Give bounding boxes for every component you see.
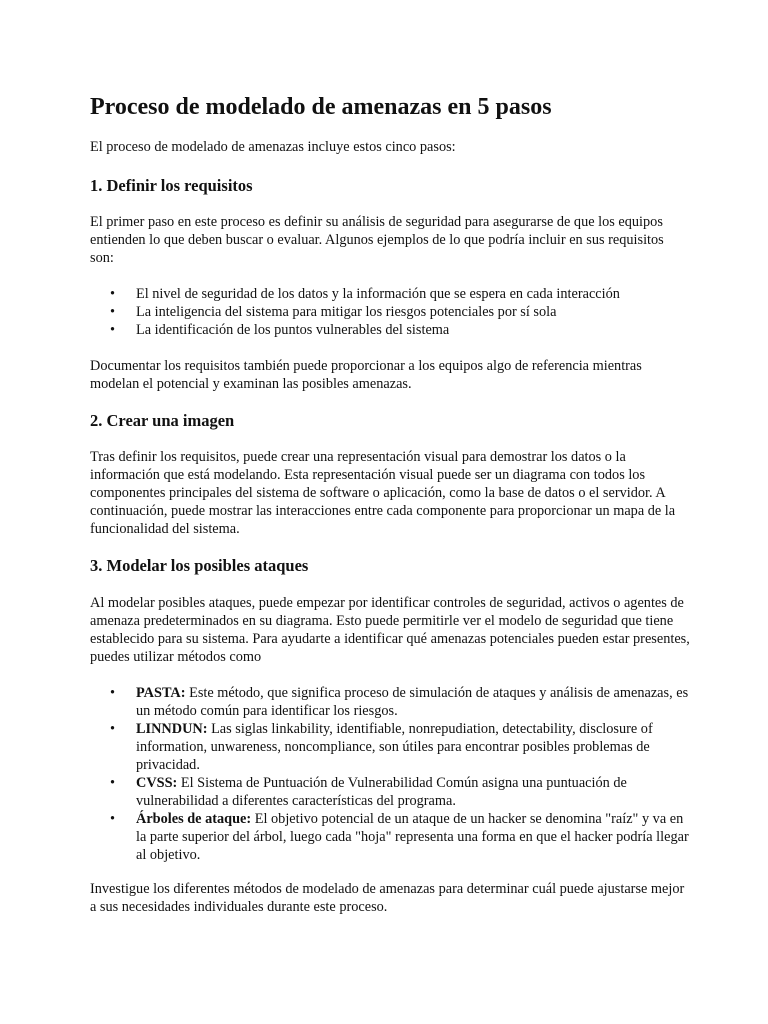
list-item: • La identificación de los puntos vulnerables del sistema [90, 321, 690, 339]
page-title: Proceso de modelado de amenazas en 5 pasos [90, 94, 552, 120]
method-term: LINNDUN: [136, 721, 208, 737]
section-3-paragraph: Al modelar posibles ataques, puede empezar por identificar controles de seguridad, activos o agentes de amenaza predeterminados en su diagrama. Esto puede permitirle ver el modelo de seguridad que tiene establecido para su sistema. Para ayudarte a identificar qué amenazas potenciales pueden estar presentes, puedes utilizar métodos como [90, 595, 690, 665]
section-1-closing: Documentar los requisitos también puede proporcionar a los equipos algo de referencia mientras modelan el potencial y examinan las posibles amenazas. [90, 358, 642, 392]
list-item [90, 720, 690, 774]
section-1-list [90, 285, 690, 339]
section-3-list [90, 684, 690, 864]
method-term: CVSS: [136, 775, 178, 791]
method-description: El objetivo potencial de un ataque de un hacker se denomina "raíz" y va en la parte superior del árbol, luego cada "hoja" representa una forma en que el hacker podría llegar al objetivo. [136, 811, 689, 863]
method-description: El Sistema de Puntuación de Vulnerabilidad Común asigna una puntuación de vulnerabilidad a diferentes características del programa. [136, 775, 627, 809]
section-2-heading: 2. Crear una imagen [90, 411, 235, 430]
intro-paragraph: El proceso de modelado de amenazas incluye estos cinco pasos: [90, 139, 456, 155]
method-term: PASTA: [136, 685, 186, 701]
list-item [90, 774, 690, 810]
list-item: • La inteligencia del sistema para mitigar los riesgos potenciales por sí sola [90, 303, 690, 321]
method-term: Árboles de ataque: [136, 811, 252, 827]
section-1-heading: 1. Definir los requisitos [90, 176, 253, 195]
section-3-closing: Investigue los diferentes métodos de modelado de amenazas para determinar cuál puede ajustarse mejor a sus necesidades individuales durante este proceso. [90, 881, 685, 915]
section-1-paragraph: El primer paso en este proceso es definir su análisis de seguridad para asegurarse de que los equipos entienden lo que deben buscar o evaluar. Algunos ejemplos de lo que podría incluir en sus requisitos son: [90, 214, 664, 266]
method-description: Las siglas linkability, identifiable, nonrepudiation, detectability, disclosure of information, unwareness, noncompliance, son útiles para encontrar posibles problemas de privacidad. [136, 721, 653, 773]
section-3-heading: 3. Modelar los posibles ataques [90, 556, 309, 575]
list-item [90, 810, 690, 864]
method-description: Este método, que significa proceso de simulación de ataques y análisis de amenazas, es un método común para identificar los riesgos. [136, 685, 689, 719]
section-2-paragraph: Tras definir los requisitos, puede crear una representación visual para demostrar los datos o la información que está modelando. Esta representación visual puede ser un diagrama con todos los componentes principales del sistema de software o aplicación, como la base de datos o el servidor. A continuación, puede mostrar las interacciones entre cada componente para proporcionar un mapa de la funcionalidad del sistema. [90, 449, 676, 537]
list-item [90, 684, 690, 720]
list-item: • El nivel de seguridad de los datos y la información que se espera en cada interacción [90, 285, 690, 303]
